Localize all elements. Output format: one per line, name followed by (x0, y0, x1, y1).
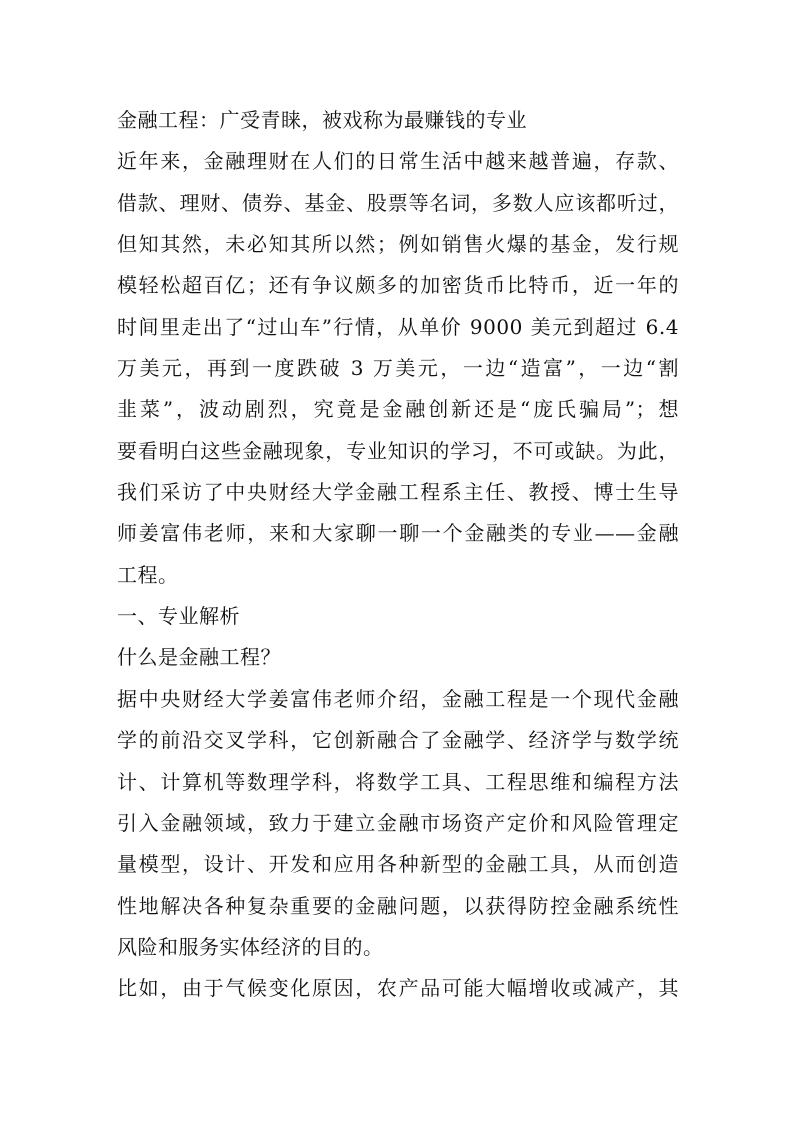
paragraph-line: 风险和服务实体经济的目的。 (117, 934, 384, 959)
paragraph-line: 我们采访了中央财经大学金融工程系主任、教授、博士生导 (117, 480, 679, 505)
paragraph-line: 万美元，再到一度跌破 3 万美元，一边“造富”，一边“割 (117, 356, 679, 381)
paragraph-line: 但知其然，未必知其所以然；例如销售火爆的基金，发行规 (117, 232, 679, 257)
paragraph-line: 要看明白这些金融现象，专业知识的学习，不可或缺。为此， (117, 438, 679, 463)
intro-paragraph (117, 141, 679, 596)
paragraph-line: 时间里走出了“过山车”行情，从单价 9000 美元到超过 6.4 (117, 314, 679, 339)
section-heading: 一、专业解析 (117, 604, 240, 629)
paragraph-line: 比如，由于气候变化原因，农产品可能大幅增收或减产，其 (117, 976, 679, 1001)
definition-paragraph (117, 679, 679, 968)
paragraph-line: 学的前沿交叉学科，它创新融合了金融学、经济学与数学统 (117, 728, 679, 753)
paragraph-line: 借款、理财、债券、基金、股票等名词，多数人应该都听过， (117, 190, 679, 215)
paragraph-line: 计、计算机等数理学科，将数学工具、工程思维和编程方法 (117, 769, 679, 794)
paragraph-line: 引入金融领域，致力于建立金融市场资产定价和风险管理定 (117, 810, 679, 835)
article-title: 金融工程：广受青睐，被戏称为最赚钱的专业 (117, 108, 527, 132)
paragraph-line: 近年来，金融理财在人们的日常生活中越来越普遍，存款、 (117, 149, 679, 174)
sub-heading: 什么是金融工程？ (117, 645, 281, 670)
paragraph-line: 模轻松超百亿；还有争议颇多的加密货币比特币，近一年的 (117, 273, 679, 298)
paragraph-line: 性地解决各种复杂重要的金融问题，以获得防控金融系统性 (117, 893, 679, 918)
paragraph-line: 量模型，设计、开发和应用各种新型的金融工具，从而创造 (117, 852, 679, 877)
document-body (117, 100, 679, 1010)
example-paragraph (117, 968, 679, 1009)
paragraph-line: 师姜富伟老师，来和大家聊一聊一个金融类的专业——金融 (117, 521, 679, 546)
paragraph-line: 工程。 (117, 562, 179, 587)
paragraph-line: 据中央财经大学姜富伟老师介绍，金融工程是一个现代金融 (117, 686, 679, 711)
paragraph-line: 韭菜”，波动剧烈，究竟是金融创新还是“庞氏骗局”；想 (117, 397, 679, 422)
